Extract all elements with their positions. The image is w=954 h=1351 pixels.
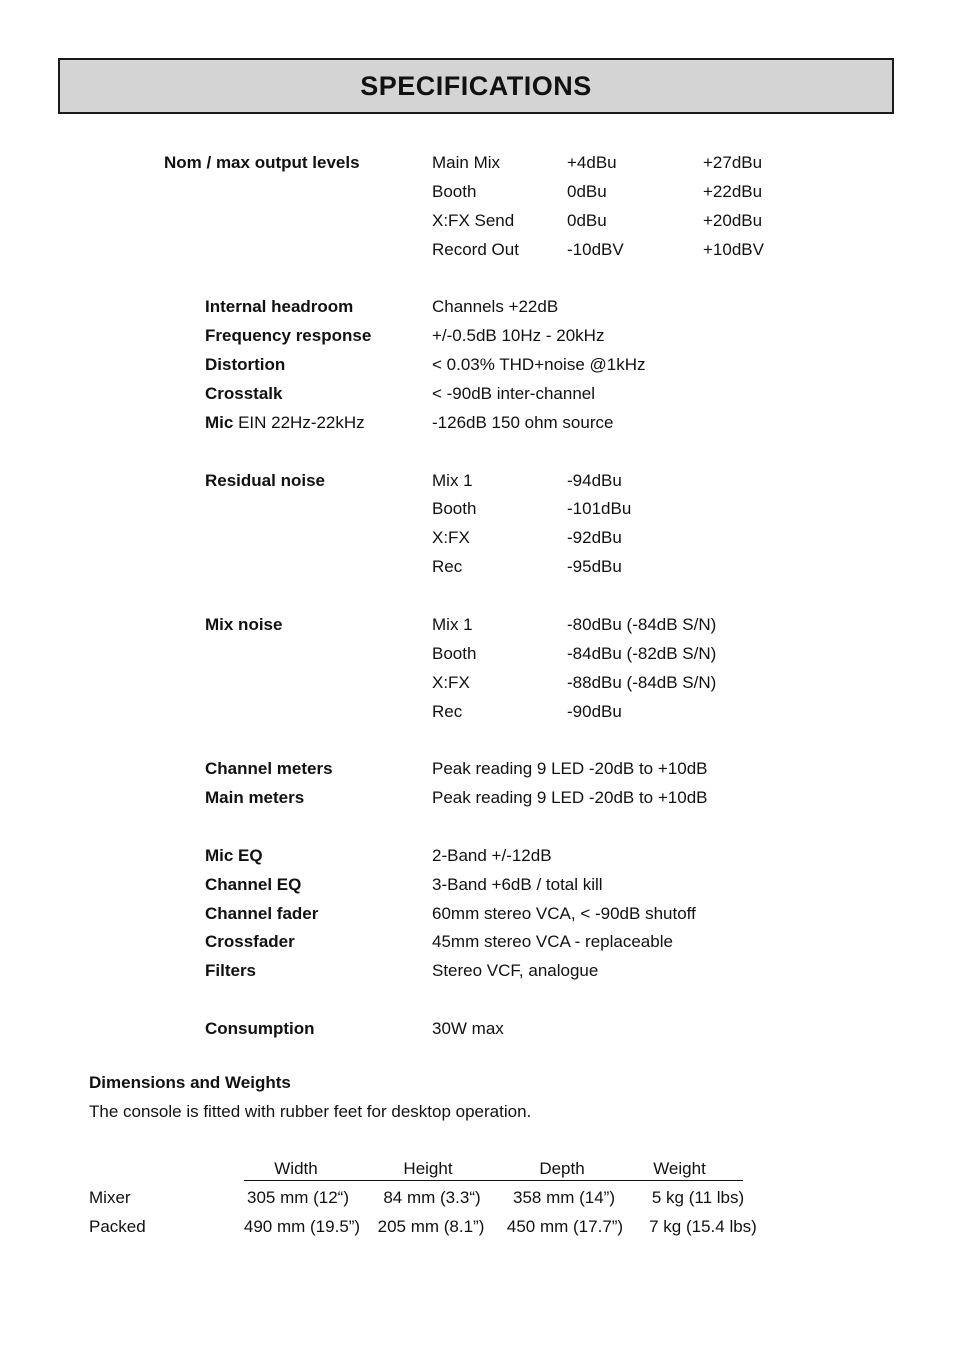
spec-value-channel-eq: 3-Band +6dB / total kill bbox=[432, 875, 603, 894]
mix-noise-row-name: X:FX bbox=[432, 673, 470, 692]
dimensions-note: The console is fitted with rubber feet for desktop operation. bbox=[89, 1102, 532, 1121]
dimensions-cell: 205 mm (8.1”) bbox=[377, 1217, 485, 1236]
output-row-max: +22dBu bbox=[703, 182, 763, 201]
spec-value-consumption: 30W max bbox=[432, 1019, 504, 1038]
spec-label-channel-fader: Channel fader bbox=[205, 904, 319, 923]
spec-label-mic-extra: EIN 22Hz-22kHz bbox=[233, 413, 365, 432]
dimensions-cell: 305 mm (12“) bbox=[246, 1188, 350, 1207]
mix-noise-row-name: Rec bbox=[432, 702, 463, 721]
output-row-name: Main Mix bbox=[432, 153, 501, 172]
spec-label-channel-eq: Channel EQ bbox=[205, 875, 302, 894]
dimensions-cell: 5 kg (11 lbs) bbox=[651, 1188, 745, 1207]
residual-row-name: Booth bbox=[432, 499, 477, 518]
dimensions-header-weight: Weight bbox=[616, 1158, 743, 1181]
dimensions-heading: Dimensions and Weights bbox=[89, 1073, 291, 1092]
mix-noise-row-name: Mix 1 bbox=[432, 615, 473, 634]
spec-value-frequency-response: +/-0.5dB 10Hz - 20kHz bbox=[432, 326, 605, 345]
mix-noise-label: Mix noise bbox=[205, 615, 283, 634]
spec-value-internal-headroom: Channels +22dB bbox=[432, 297, 559, 316]
dimensions-header-height: Height bbox=[348, 1158, 508, 1181]
residual-row-value: -94dBu bbox=[567, 471, 622, 490]
spec-label-mic: Mic bbox=[205, 413, 234, 432]
spec-value-channel-meters: Peak reading 9 LED -20dB to +10dB bbox=[432, 759, 708, 778]
output-row-max: +10dBV bbox=[703, 240, 764, 259]
mix-noise-row-value: -80dBu (-84dB S/N) bbox=[567, 615, 717, 634]
spec-label-mic-eq: Mic EQ bbox=[205, 846, 263, 865]
dimensions-header-depth: Depth bbox=[508, 1158, 616, 1181]
output-row-name: X:FX Send bbox=[432, 211, 515, 230]
output-row-name: Record Out bbox=[432, 240, 519, 259]
residual-row-name: Rec bbox=[432, 557, 463, 576]
dimensions-cell: 490 mm (19.5”) bbox=[243, 1217, 361, 1236]
mix-noise-row-value: -84dBu (-82dB S/N) bbox=[567, 644, 717, 663]
output-row-nom: +4dBu bbox=[567, 153, 617, 172]
spec-value-channel-fader: 60mm stereo VCA, < -90dB shutoff bbox=[432, 904, 696, 923]
spec-value-main-meters: Peak reading 9 LED -20dB to +10dB bbox=[432, 788, 708, 807]
output-row-max: +27dBu bbox=[703, 153, 763, 172]
spec-label-channel-meters: Channel meters bbox=[205, 759, 333, 778]
spec-label-crosstalk: Crosstalk bbox=[205, 384, 283, 403]
dimensions-row-name: Mixer bbox=[89, 1188, 131, 1207]
spec-label-internal-headroom: Internal headroom bbox=[205, 297, 354, 316]
spec-label-consumption: Consumption bbox=[205, 1019, 315, 1038]
mix-noise-row-value: -88dBu (-84dB S/N) bbox=[567, 673, 717, 692]
residual-noise-label: Residual noise bbox=[205, 471, 325, 490]
output-row-nom: 0dBu bbox=[567, 211, 607, 230]
residual-row-name: X:FX bbox=[432, 528, 470, 547]
residual-row-value: -101dBu bbox=[567, 499, 632, 518]
spec-value-mic-eq: 2-Band +/-12dB bbox=[432, 846, 552, 865]
residual-row-value: -92dBu bbox=[567, 528, 622, 547]
spec-value-distortion: < 0.03% THD+noise @1kHz bbox=[432, 355, 646, 374]
spec-value-mic-ein: -126dB 150 ohm source bbox=[432, 413, 614, 432]
spec-label-mic-ein bbox=[205, 413, 365, 433]
dimensions-row-name: Packed bbox=[89, 1217, 146, 1236]
page-title: SPECIFICATIONS bbox=[360, 70, 592, 101]
title-banner bbox=[58, 58, 894, 114]
dimensions-cell: 84 mm (3.3“) bbox=[383, 1188, 481, 1207]
residual-row-name: Mix 1 bbox=[432, 471, 473, 490]
output-row-name: Booth bbox=[432, 182, 477, 201]
spec-label-filters: Filters bbox=[205, 961, 257, 980]
output-row-nom: -10dBV bbox=[567, 240, 624, 259]
spec-value-crossfader: 45mm stereo VCA - replaceable bbox=[432, 932, 673, 951]
dimensions-cell: 7 kg (15.4 lbs) bbox=[649, 1217, 757, 1236]
dimensions-header-width: Width bbox=[244, 1158, 348, 1181]
spec-label-frequency-response: Frequency response bbox=[205, 326, 372, 345]
spec-label-main-meters: Main meters bbox=[205, 788, 305, 807]
mix-noise-row-value: -90dBu bbox=[567, 702, 622, 721]
mix-noise-row-name: Booth bbox=[432, 644, 477, 663]
dimensions-cell: 450 mm (17.7”) bbox=[506, 1217, 624, 1236]
spec-value-filters: Stereo VCF, analogue bbox=[432, 961, 599, 980]
output-levels-label: Nom / max output levels bbox=[164, 153, 360, 172]
spec-label-crossfader: Crossfader bbox=[205, 932, 295, 951]
output-row-max: +20dBu bbox=[703, 211, 763, 230]
residual-row-value: -95dBu bbox=[567, 557, 622, 576]
spec-label-distortion: Distortion bbox=[205, 355, 286, 374]
output-row-nom: 0dBu bbox=[567, 182, 607, 201]
dimensions-cell: 358 mm (14”) bbox=[512, 1188, 616, 1207]
spec-value-crosstalk: < -90dB inter-channel bbox=[432, 384, 596, 403]
